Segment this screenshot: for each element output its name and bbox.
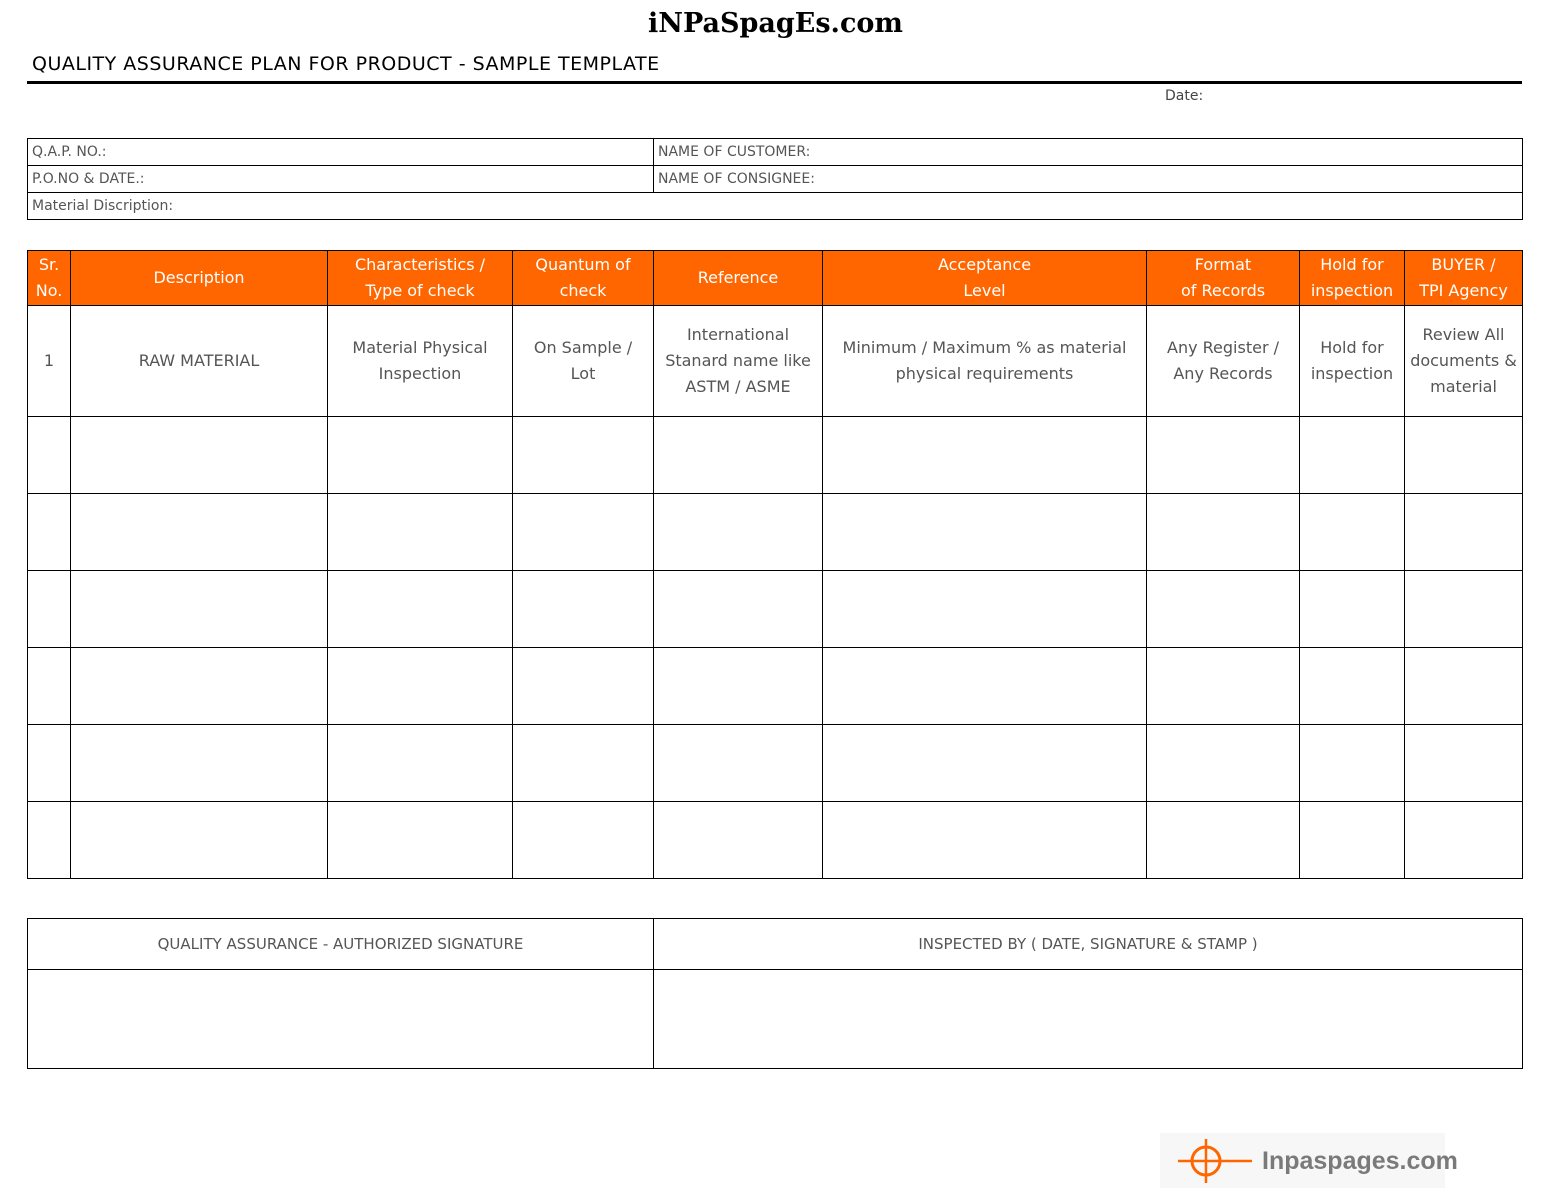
table-cell[interactable]	[513, 417, 654, 494]
table-cell[interactable]	[1300, 648, 1405, 725]
table-cell[interactable]	[823, 571, 1147, 648]
cell-description[interactable]: RAW MATERIAL	[71, 306, 328, 417]
table-cell[interactable]	[71, 417, 328, 494]
table-row	[28, 802, 1523, 879]
qap-table	[27, 250, 1523, 879]
title-divider	[27, 81, 1522, 84]
cell-reference[interactable]: International Stanard name like ASTM / ASME	[654, 306, 823, 417]
inspected-by-field[interactable]	[654, 970, 1523, 1069]
table-cell[interactable]	[71, 648, 328, 725]
document-title: QUALITY ASSURANCE PLAN FOR PRODUCT - SAMPLE TEMPLATE	[32, 53, 660, 75]
table-cell[interactable]	[71, 802, 328, 879]
col-header-reference: Reference	[654, 251, 823, 306]
table-row	[28, 306, 1523, 417]
cell-acceptance[interactable]: Minimum / Maximum % as material physical requirements	[823, 306, 1147, 417]
table-row	[28, 494, 1523, 571]
qap-no-field[interactable]: Q.A.P. NO.:	[28, 139, 654, 166]
table-cell[interactable]	[28, 494, 71, 571]
col-header-description: Description	[71, 251, 328, 306]
watermark-logo	[1160, 1133, 1458, 1188]
table-cell[interactable]	[1405, 571, 1523, 648]
table-cell[interactable]	[1147, 725, 1300, 802]
col-header-quantum: Quantum of check	[513, 251, 654, 306]
table-cell[interactable]	[28, 802, 71, 879]
col-header-buyer: BUYER / TPI Agency	[1405, 251, 1523, 306]
table-cell[interactable]	[654, 571, 823, 648]
logo-text: Inpaspages.com	[1262, 1147, 1458, 1175]
table-cell[interactable]	[654, 648, 823, 725]
cell-quantum[interactable]: On Sample / Lot	[513, 306, 654, 417]
table-cell[interactable]	[1147, 417, 1300, 494]
table-row	[28, 571, 1523, 648]
table-cell[interactable]	[1405, 494, 1523, 571]
table-cell[interactable]	[823, 648, 1147, 725]
cell-characteristics[interactable]: Material Physical Inspection	[328, 306, 513, 417]
table-cell[interactable]	[328, 494, 513, 571]
qa-signature-heading: QUALITY ASSURANCE - AUTHORIZED SIGNATURE	[28, 919, 654, 970]
table-cell[interactable]	[28, 725, 71, 802]
cell-buyer[interactable]: Review All documents & material	[1405, 306, 1523, 417]
table-row	[28, 417, 1523, 494]
col-header-acceptance: Acceptance Level	[823, 251, 1147, 306]
table-cell[interactable]	[1405, 417, 1523, 494]
col-header-format: Format of Records	[1147, 251, 1300, 306]
table-cell[interactable]	[28, 571, 71, 648]
table-cell[interactable]	[823, 494, 1147, 571]
table-cell[interactable]	[513, 802, 654, 879]
table-cell[interactable]	[328, 648, 513, 725]
table-cell[interactable]	[1300, 802, 1405, 879]
table-cell[interactable]	[513, 571, 654, 648]
table-cell[interactable]	[328, 802, 513, 879]
date-label: Date:	[1165, 88, 1204, 104]
consignee-name-field[interactable]: NAME OF CONSIGNEE:	[654, 166, 1523, 193]
table-cell[interactable]	[654, 802, 823, 879]
table-cell[interactable]	[654, 494, 823, 571]
table-cell[interactable]	[328, 417, 513, 494]
col-header-sr-no: Sr. No.	[28, 251, 71, 306]
table-cell[interactable]	[654, 725, 823, 802]
po-date-field[interactable]: P.O.NO & DATE.:	[28, 166, 654, 193]
cell-sr-no[interactable]: 1	[28, 306, 71, 417]
table-cell[interactable]	[28, 648, 71, 725]
info-table	[27, 138, 1523, 220]
table-cell[interactable]	[71, 494, 328, 571]
table-cell[interactable]	[1147, 494, 1300, 571]
table-cell[interactable]	[1405, 725, 1523, 802]
table-cell[interactable]	[1405, 802, 1523, 879]
table-header-row	[28, 251, 1523, 306]
table-cell[interactable]	[71, 725, 328, 802]
table-cell[interactable]	[654, 417, 823, 494]
table-cell[interactable]	[328, 725, 513, 802]
table-cell[interactable]	[328, 571, 513, 648]
table-cell[interactable]	[823, 802, 1147, 879]
qa-signature-field[interactable]	[28, 970, 654, 1069]
table-cell[interactable]	[513, 648, 654, 725]
table-cell[interactable]	[1405, 648, 1523, 725]
cell-hold[interactable]: Hold for inspection	[1300, 306, 1405, 417]
table-cell[interactable]	[513, 725, 654, 802]
crosshair-icon	[1174, 1137, 1254, 1185]
table-cell[interactable]	[823, 417, 1147, 494]
table-cell[interactable]	[823, 725, 1147, 802]
table-cell[interactable]	[1300, 494, 1405, 571]
table-cell[interactable]	[1147, 571, 1300, 648]
table-row	[28, 648, 1523, 725]
table-cell[interactable]	[28, 417, 71, 494]
cell-format[interactable]: Any Register / Any Records	[1147, 306, 1300, 417]
table-cell[interactable]	[1300, 725, 1405, 802]
table-cell[interactable]	[1300, 417, 1405, 494]
site-title: iNPaSpagEs.com	[648, 8, 903, 39]
table-cell[interactable]	[513, 494, 654, 571]
table-cell[interactable]	[1300, 571, 1405, 648]
col-header-characteristics: Characteristics / Type of check	[328, 251, 513, 306]
table-cell[interactable]	[1147, 802, 1300, 879]
table-cell[interactable]	[1147, 648, 1300, 725]
material-description-field[interactable]: Material Discription:	[28, 193, 1523, 220]
col-header-hold: Hold for inspection	[1300, 251, 1405, 306]
customer-name-field[interactable]: NAME OF CUSTOMER:	[654, 139, 1523, 166]
signature-table	[27, 918, 1523, 1069]
inspected-by-heading: INSPECTED BY ( DATE, SIGNATURE & STAMP )	[654, 919, 1523, 970]
table-row	[28, 725, 1523, 802]
table-cell[interactable]	[71, 571, 328, 648]
